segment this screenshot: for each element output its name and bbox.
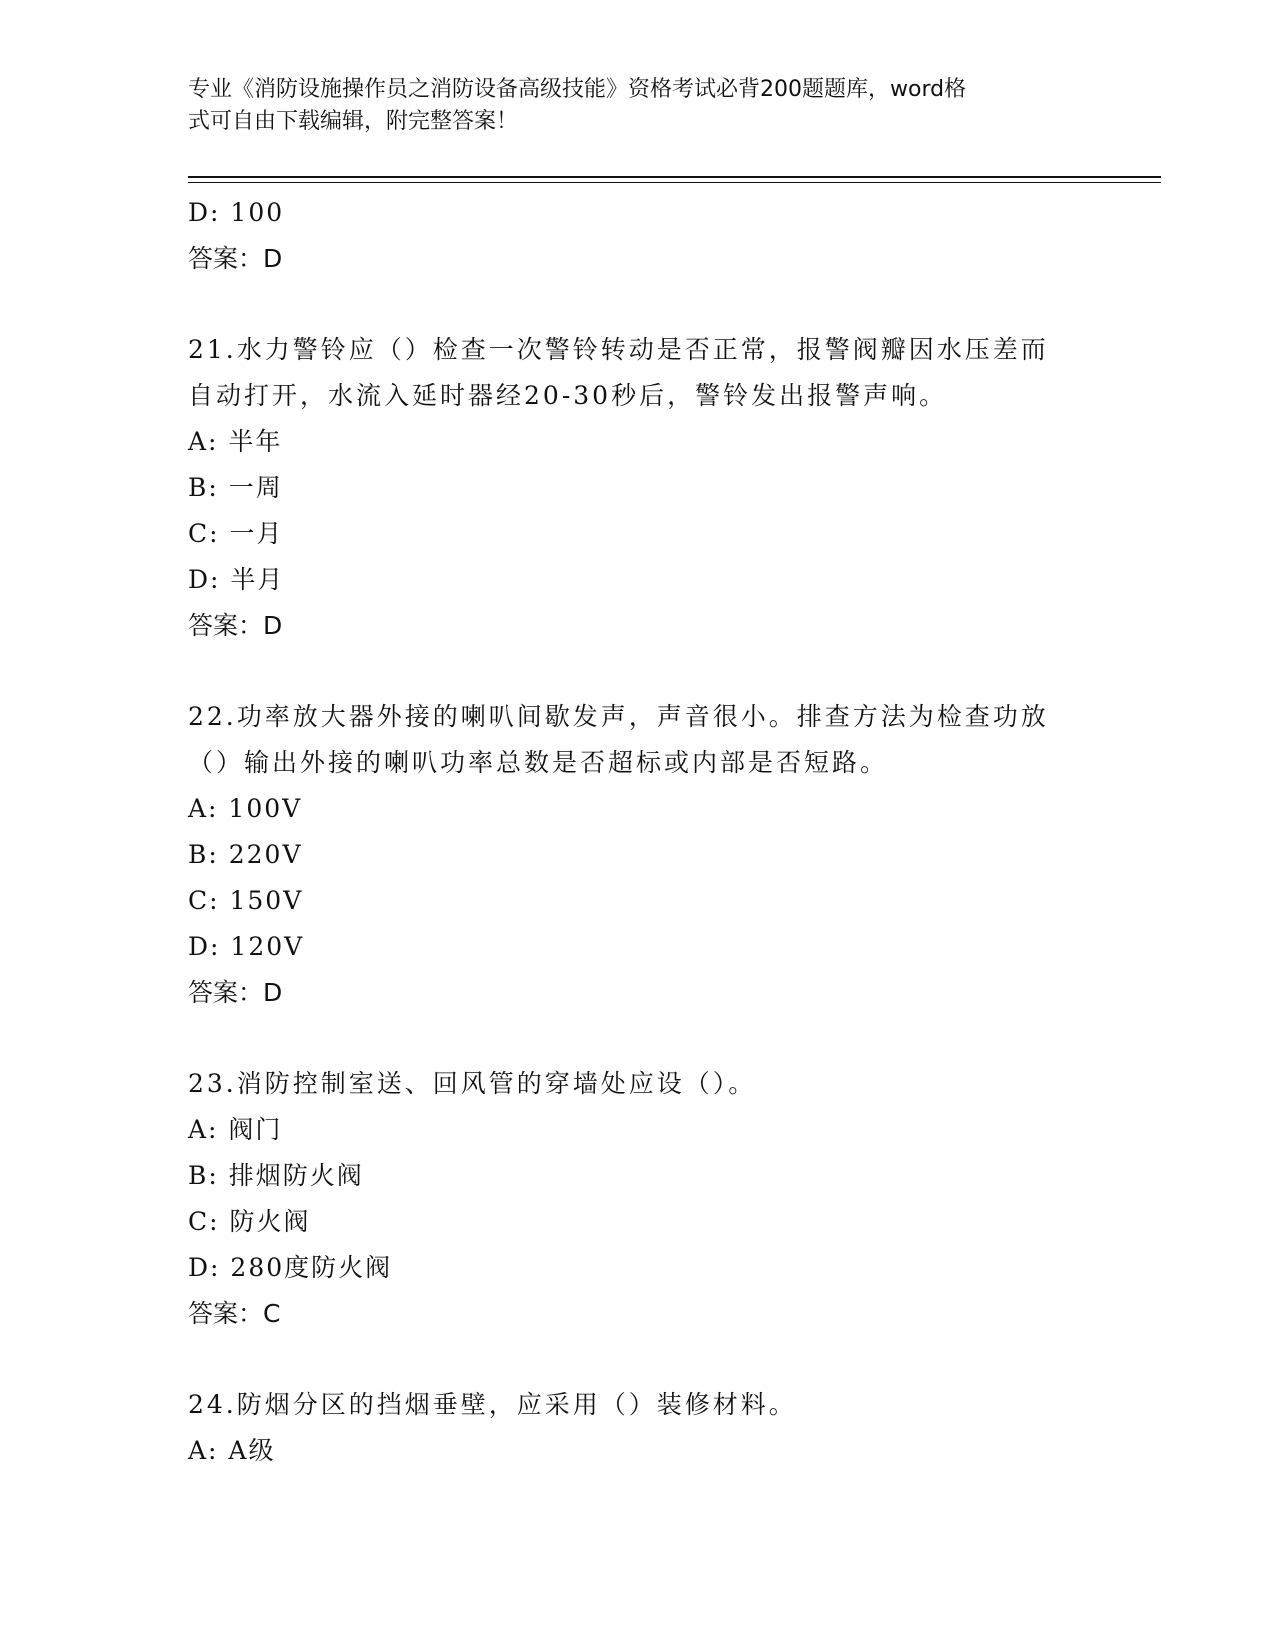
option-a: A: 100V (188, 794, 303, 823)
option-d: D: 半月 (188, 565, 285, 594)
question-stem-line: 24.防烟分区的挡烟垂壁，应采用（）装修材料。 (188, 1390, 797, 1419)
question-22 (188, 694, 1088, 1016)
spacer (188, 1016, 1088, 1061)
answer-line: 答案：C (188, 1299, 281, 1328)
header-line-1: 专业《消防设施操作员之消防设备高级技能》资格考试必背200题题库，word格 (188, 77, 967, 102)
option-b: B: 排烟防火阀 (188, 1161, 364, 1190)
option-b: B: 220V (188, 840, 303, 869)
option-d: D: 120V (188, 932, 305, 961)
answer-line: 答案：D (188, 978, 283, 1007)
spacer (188, 282, 1088, 327)
question-stem-line: 23.消防控制室送、回风管的穿墙处应设（）。 (188, 1069, 757, 1098)
header-line-2: 式可自由下载编辑，附完整答案！ (188, 109, 519, 134)
header-rule-thick (188, 176, 1161, 178)
option-c: C: 150V (188, 886, 304, 915)
question-stem-line: （）输出外接的喇叭功率总数是否超标或内部是否短路。 (188, 748, 889, 777)
question-stem-line: 自动打开，水流入延时器经20-30秒后，警铃发出报警声响。 (188, 381, 948, 410)
option-a: A: A级 (188, 1436, 276, 1465)
question-stem-line: 22.功率放大器外接的喇叭间歇发声，声音很小。排查方法为检查功放 (188, 702, 1049, 731)
spacer (188, 649, 1088, 694)
question-list (188, 190, 1088, 1474)
option-c: C: 防火阀 (188, 1207, 311, 1236)
question-20-tail (188, 190, 1088, 282)
option-a: A: 半年 (188, 427, 283, 456)
option-b: B: 一周 (188, 473, 283, 502)
option-c: C: 一月 (188, 519, 284, 548)
option-a: A: 阀门 (188, 1115, 283, 1144)
header-rule-thin (188, 182, 1161, 183)
option-d: D: 100 (188, 198, 285, 227)
question-24 (188, 1382, 1088, 1474)
answer-line: 答案：D (188, 611, 283, 640)
question-23 (188, 1061, 1088, 1337)
spacer (188, 1337, 1088, 1382)
question-21 (188, 327, 1088, 649)
document-header (188, 74, 1068, 138)
answer-line: 答案：D (188, 244, 283, 273)
question-stem-line: 21.水力警铃应（）检查一次警铃转动是否正常，报警阀瓣因水压差而 (188, 335, 1049, 364)
option-d: D: 280度防火阀 (188, 1253, 393, 1282)
